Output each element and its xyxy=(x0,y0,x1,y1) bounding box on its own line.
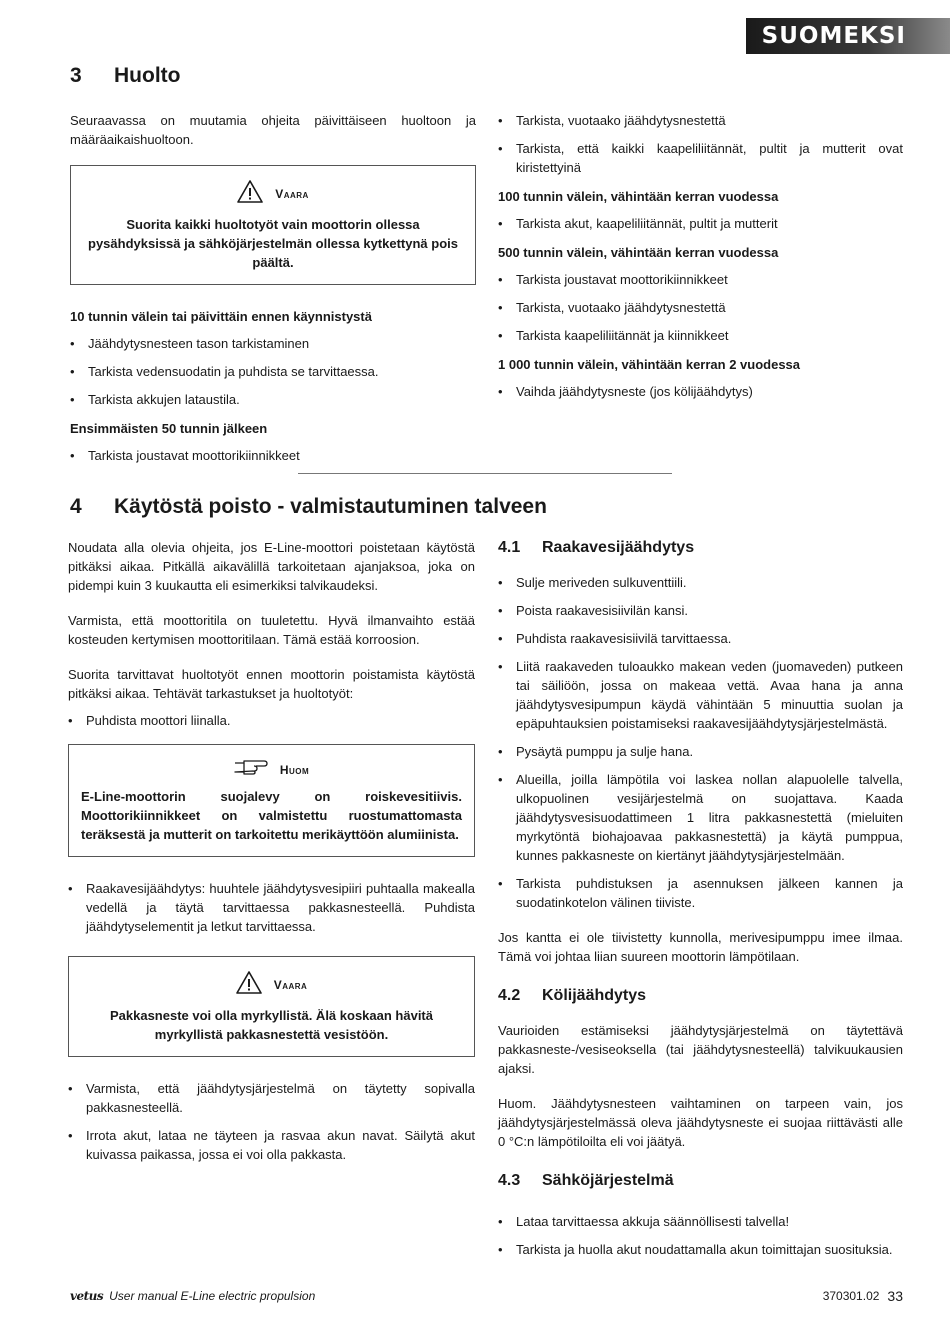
subsection-number: 4.3 xyxy=(498,1172,521,1189)
daily-list xyxy=(70,334,476,409)
note-text: E-Line-moottorin suojalevy on roiskevesitiivis. Moottorikiinnikkeet on valmistettu ruostumattomasta teräksestä ja mutterit on tarkoitettu merikäyttöön alumiinista. xyxy=(81,789,462,842)
pointing-hand-icon xyxy=(234,759,268,781)
list-item: • Raakavesijäähdytys: huuhtele jäähdytysvesipiiri puhtaalla makealla vedellä ja täytä tarvittaessa pakkasnesteellä. Puhdista jäähdytyselementit ja letkut tarvittaessa. xyxy=(68,879,475,936)
list-item: • Tarkista, vuotaako jäähdytysnestettä xyxy=(498,111,903,130)
daily-heading: 10 tunnin välein tai päivittäin ennen käynnistystä xyxy=(70,309,372,324)
section-number: 3 xyxy=(70,64,82,87)
h100-heading: 100 tunnin välein, vähintään kerran vuodessa xyxy=(498,189,779,204)
maintenance-list xyxy=(68,711,475,730)
list-item: • Pysäytä pumppu ja sulje hana. xyxy=(498,742,903,761)
subsection-4-2-heading xyxy=(498,986,903,1005)
paragraph: Noudata alla olevia ohjeita, jos E-Line-moottori poistetaan käytöstä pitkäksi aikaa. Pitkällä aikavälillä tarkoitetaan ajanjaksoa, joka on pidempi kuin 3 kuukautta eli esimerkiksi talvikaudeksi. xyxy=(68,540,475,593)
list-item: • Alueilla, joilla lämpötila voi laskea nollan alapuolelle talvella, ulkopuolinen vesijärjestelmä on suojattava. Kaada jäähdytysvesisuodattimeen 1 litra pakkasnestettä (mieluiten myrkytöntä biohajoavaa pakkasnestettä) ja käytä pumppua, kunnes pakkasneste on kiertänyt jäähdytysjärjestelmään. xyxy=(498,770,903,865)
h100-list xyxy=(498,214,903,233)
list-item: • Poista raakavesisiivilän kansi. xyxy=(498,601,903,620)
list-item: • Tarkista puhdistuksen ja asennuksen jälkeen kannen ja suodatinkotelon välinen tiiviste. xyxy=(498,874,903,912)
warning-header xyxy=(81,971,462,1000)
warning-triangle-icon xyxy=(237,180,263,209)
subsection-title: Kölijäähdytys xyxy=(542,987,647,1004)
warning-label: Vaara xyxy=(275,187,309,201)
list-item: • Varmista, että jäähdytysjärjestelmä on täytetty sopivalla pakkasnesteellä. xyxy=(68,1079,475,1117)
list-item: • Sulje meriveden sulkuventtiili. xyxy=(498,573,903,592)
coolant-list xyxy=(68,879,475,936)
warning-text: Suorita kaikki huoltotyöt vain moottorin ollessa pysähdyksissä ja sähköjärjestelmän ollessa kytkettynä pois päältä. xyxy=(88,217,458,270)
electrical-list xyxy=(498,1212,903,1259)
list-item: • Tarkista ja huolla akut noudattamalla akun toimittajan suosituksia. xyxy=(498,1240,903,1259)
subsection-title: Raakavesijäähdytys xyxy=(542,539,695,556)
list-item: • Puhdista raakavesisiivilä tarvittaessa. xyxy=(498,629,903,648)
section-3-left-column xyxy=(70,111,476,475)
list-item: • Tarkista, että kaikki kaapeliliitännät, pultit ja mutterit ovat kiristettyinä xyxy=(498,139,903,177)
h1000-heading: 1 000 tunnin välein, vähintään kerran 2 vuodessa xyxy=(498,357,801,372)
section-4-right-column xyxy=(498,538,903,1269)
section-title: Huolto xyxy=(114,64,181,87)
note-box xyxy=(68,744,475,857)
subsection-title: Sähköjärjestelmä xyxy=(542,1172,674,1189)
list-item: • Tarkista joustavat moottorikiinnikkeet xyxy=(70,446,476,465)
warning-box xyxy=(68,956,475,1057)
warning-box xyxy=(70,165,476,285)
h1000-list xyxy=(498,382,903,401)
list-item: • Irrota akut, lataa ne täyteen ja rasvaa akun navat. Säilytä akut kuivassa paikassa, jossa ei voi olla pakkasta. xyxy=(68,1126,475,1164)
subsection-number: 4.1 xyxy=(498,539,521,556)
warning-triangle-icon xyxy=(236,971,262,1000)
list-item: • Liitä raakaveden tuloaukko makean veden (juomaveden) putkeen tai säiliöön, jossa on makeaa vettä. Avaa hana ja anna jäähdytysvesipumpun käydä vähintään 5 minuuttia suolan ja epäpuhtauksien poistamiseksi raakavesijäähdytysjärjestelmästä. xyxy=(498,657,903,733)
paragraph: Jos kantta ei ole tiivistetty kunnolla, merivesipumppu imee ilmaa. Tämä voi johtaa liian suureen moottorin lämpötilaan. xyxy=(498,930,903,964)
list-item: • Puhdista moottori liinalla. xyxy=(68,711,475,730)
warning-header xyxy=(83,180,463,209)
list-item: • Tarkista akkujen lataustila. xyxy=(70,390,476,409)
paragraph: Huom. Jäähdytysnesteen vaihtaminen on tarpeen vain, jos jäähdytysjärjestelmässä oleva jäähdytysneste ei suojaa riittävästi alle 0 °C:n lämpötiloilta eli voi jäätyä. xyxy=(498,1096,903,1149)
list-item: • Lataa tarvittaessa akkuja säännöllisesti talvella! xyxy=(498,1212,903,1231)
document-number: 370301.02 xyxy=(822,1289,880,1303)
paragraph: Vaurioiden estämiseksi jäähdytysjärjestelmä on täytettävä pakkasneste-/vesiseoksella (tai jäähdytysnesteellä) talvikuukausien ajaksi. xyxy=(498,1023,903,1076)
language-tab: SUOMEKSI xyxy=(746,18,950,54)
first50-heading: Ensimmäisten 50 tunnin jälkeen xyxy=(70,421,268,436)
note-header xyxy=(81,759,462,781)
section-4-left-column xyxy=(68,538,475,1174)
list-item: • Tarkista, vuotaako jäähdytysnestettä xyxy=(498,298,903,317)
list-item: • Tarkista vedensuodatin ja puhdista se tarvittaessa. xyxy=(70,362,476,381)
final-list xyxy=(68,1079,475,1164)
list-item: • Jäähdytysnesteen tason tarkistaminen xyxy=(70,334,476,353)
first50-list xyxy=(70,446,476,465)
warning-text: Pakkasneste voi olla myrkyllistä. Älä koskaan hävitä myrkyllistä pakkasnestettä vesistöön. xyxy=(109,1008,433,1042)
list-item: • Tarkista kaapeliliitännät ja kiinnikkeet xyxy=(498,326,903,345)
section-number: 4 xyxy=(70,495,82,518)
list-item: • Tarkista akut, kaapeliliitännät, pultit ja mutterit xyxy=(498,214,903,233)
h500-list xyxy=(498,270,903,345)
page-footer xyxy=(70,1288,903,1304)
manual-title: User manual E-Line electric propulsion xyxy=(109,1289,316,1303)
subsection-4-3-heading xyxy=(498,1171,903,1190)
brand-logo: vetus xyxy=(70,1289,104,1303)
h500-heading: 500 tunnin välein, vähintään kerran vuodessa xyxy=(498,245,779,260)
subsection-number: 4.2 xyxy=(498,987,521,1004)
subsection-4-1-heading xyxy=(498,538,903,557)
section-title: Käytöstä poisto - valmistautuminen talveen xyxy=(114,495,547,518)
intro-paragraph: Seuraavassa on muutamia ohjeita päivittäiseen huoltoon ja määräaikaishuoltoon. xyxy=(70,113,476,147)
section-3-right-column xyxy=(498,111,903,411)
warning-label: Vaara xyxy=(273,978,308,992)
note-label: Huom xyxy=(279,762,310,777)
first50-list-continued xyxy=(498,111,903,177)
section-divider xyxy=(298,473,672,474)
section-3-heading xyxy=(70,64,180,88)
section-4-heading xyxy=(70,495,547,519)
list-item: • Tarkista joustavat moottorikiinnikkeet xyxy=(498,270,903,289)
paragraph: Varmista, että moottoritila on tuuletettu. Hyvä ilmanvaihto estää kosteuden kertymisen moottoritilaan. Tämä estää korroosion. xyxy=(68,613,475,647)
list-item: • Vaihda jäähdytysneste (jos kölijäähdytys) xyxy=(498,382,903,401)
raw-water-list xyxy=(498,573,903,912)
page-number: 33 xyxy=(887,1288,903,1304)
paragraph: Suorita tarvittavat huoltotyöt ennen moottorin poistamista käytöstä pitkäksi aikaa. Tehtävät tarkastukset ja huoltotyöt: xyxy=(68,667,475,701)
